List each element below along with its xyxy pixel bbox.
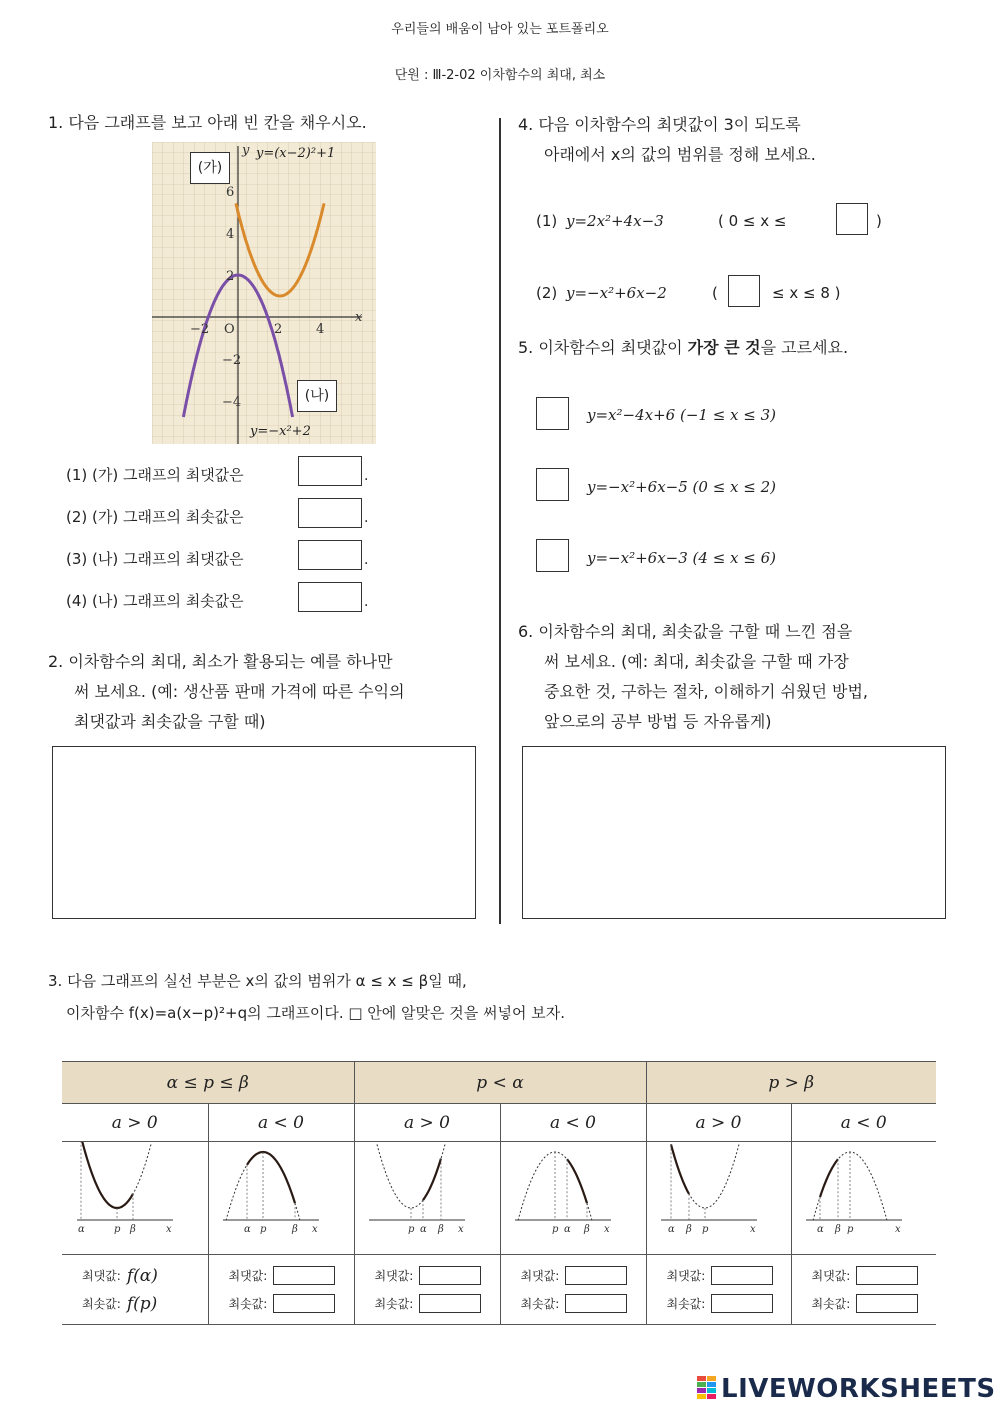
q3-example-min: f(p) [126, 1293, 158, 1314]
q3-max-input-5[interactable] [711, 1266, 773, 1285]
mini-axis-label: β [834, 1224, 841, 1235]
q3-graph-cell-6 [791, 1142, 936, 1255]
mini-axis-label: β [129, 1224, 136, 1235]
logo-icon [697, 1376, 717, 1400]
q2-line-3: 최댓값과 최솟값을 구할 때) [74, 712, 266, 731]
label-ga: (가) [190, 152, 230, 184]
q3-answer-cell-3: 최댓값: 최솟값: [354, 1255, 500, 1325]
mini-axis-label: x [604, 1224, 610, 1235]
q3-sign-3: a > 0 [354, 1104, 500, 1142]
mini-axis-label: x [458, 1224, 464, 1235]
worksheet-title: 우리들의 배움이 남아 있는 포트폴리오 [391, 22, 609, 37]
mini-axis-label: p [552, 1224, 559, 1235]
q1-graph [152, 142, 376, 444]
mini-axis-label: x [312, 1224, 318, 1235]
q2-line-2: 써 보세요. (예: 생산품 판매 가격에 따른 수익의 [74, 682, 405, 701]
mini-axis-label: p [113, 1224, 121, 1235]
mini-axis-label: p [846, 1224, 854, 1235]
y-tick-label: 6 [226, 185, 235, 200]
q1-answer-1[interactable] [298, 456, 362, 486]
mini-axis-label: α [667, 1224, 675, 1235]
q6-line-3: 중요한 것, 구하는 절차, 이해하기 쉬웠던 방법, [544, 682, 868, 701]
q6-answer-area[interactable] [522, 746, 946, 919]
mini-axis-label: p [701, 1224, 708, 1235]
q5-bold: 가장 큰 것 [687, 338, 761, 357]
q4-item2-open: ( [712, 284, 718, 302]
q3-answer-cell-6: 최댓값: 최솟값: [791, 1255, 936, 1325]
q1-prompt: 1. 다음 그래프를 보고 아래 빈 칸을 채우시오. [48, 113, 367, 132]
q3-mini-graph-3 [357, 1142, 497, 1250]
q4-item2-label: (2) [536, 284, 558, 302]
q5-option-2: y=−x²+6x−5 (0 ≤ x ≤ 2) [587, 478, 776, 496]
q4-item1-label: (1) [536, 212, 558, 230]
q3-graph-cell-2 [208, 1142, 354, 1255]
q2-line-1: 2. 이차함수의 최대, 최소가 활용되는 예를 하나만 [48, 652, 393, 671]
liveworksheets-logo [697, 1374, 996, 1404]
q1-answer-2[interactable] [298, 498, 362, 528]
mini-axis-label: x [749, 1224, 756, 1235]
q3-answer-cell-1: 최댓값: f(α) 최솟값: f(p) [62, 1255, 208, 1325]
q3-sign-2: a < 0 [208, 1104, 354, 1142]
q1-item-3: (3) (나) 그래프의 최댓값은 [66, 550, 244, 568]
q3-sign-5: a > 0 [646, 1104, 791, 1142]
q3-answer-cell-4: 최댓값: 최솟값: [500, 1255, 646, 1325]
y-axis-label: y [242, 143, 250, 158]
y-tick-label: 4 [226, 227, 235, 242]
y-tick-label: −4 [222, 395, 242, 410]
q1-answer-4[interactable] [298, 582, 362, 612]
q4-item2-range: ≤ x ≤ 8 ) [772, 284, 841, 302]
q3-example-max: f(α) [126, 1265, 158, 1286]
q3-mini-graph-2 [211, 1142, 351, 1250]
q5-option-1: y=x²−4x+6 (−1 ≤ x ≤ 3) [587, 406, 776, 424]
q4-item1-range: ( 0 ≤ x ≤ [718, 212, 787, 230]
mini-axis-label: β [438, 1224, 444, 1235]
unit-label: 단원 : Ⅲ-2-02 이차함수의 최대, 최소 [394, 68, 606, 83]
q3-answer-cell-2: 최댓값: 최솟값: [208, 1255, 354, 1325]
y-tick-label: 2 [226, 269, 235, 284]
mini-axis-label: α [77, 1224, 85, 1235]
mini-axis-label: β [584, 1224, 590, 1235]
q1-item-4: (4) (나) 그래프의 최솟값은 [66, 592, 244, 610]
mini-axis-label: α [564, 1224, 571, 1235]
q1-answer-3[interactable] [298, 540, 362, 570]
q5-option-3: y=−x²+6x−3 (4 ≤ x ≤ 6) [587, 549, 776, 567]
column-divider [499, 118, 501, 924]
q3-min-input-6[interactable] [856, 1294, 918, 1313]
q4-item1-eq: y=2x²+4x−3 [566, 212, 664, 230]
q3-max-input-6[interactable] [856, 1266, 918, 1285]
mini-axis-label: p [408, 1224, 415, 1235]
q5-prompt [518, 333, 848, 363]
q3-mini-graph-1 [65, 1142, 205, 1250]
q3-min-input-5[interactable] [711, 1294, 773, 1313]
q3-min-input-2[interactable] [273, 1294, 335, 1313]
x-tick-label: −2 [190, 322, 210, 337]
label-na: (나) [297, 380, 337, 412]
q3-mini-graph-4 [503, 1142, 643, 1250]
q3-mini-graph-6 [794, 1142, 934, 1250]
q3-sign-4: a < 0 [500, 1104, 646, 1142]
q6-line-4: 앞으로의 공부 방법 등 자유롭게) [544, 712, 772, 731]
q4-answer-1[interactable] [836, 203, 868, 235]
q3-header-1: α ≤ p ≤ β [62, 1062, 354, 1104]
x-axis-label: x [355, 310, 363, 325]
eq-na: y=−x²+2 [250, 424, 311, 439]
mini-axis-label: α [816, 1224, 824, 1235]
q4-line-1: 4. 다음 이차함수의 최댓값이 3이 되도록 [518, 115, 801, 134]
q5-checkbox-1[interactable] [536, 397, 569, 430]
origin-label: O [224, 322, 235, 337]
q5-checkbox-2[interactable] [536, 468, 569, 501]
mini-axis-label: β [685, 1224, 692, 1235]
mini-axis-label: β [292, 1224, 298, 1235]
x-tick-label: 2 [274, 322, 283, 337]
q3-min-input-3[interactable] [419, 1294, 481, 1313]
q3-max-input-3[interactable] [419, 1266, 481, 1285]
x-tick-label: 4 [316, 322, 325, 337]
q3-line-2: 이차함수 f(x)=a(x−p)²+q의 그래프이다. □ 안에 알맞은 것을 써넣어 보자. [66, 1004, 566, 1022]
q3-graph-cell-5 [646, 1142, 791, 1255]
q1-item-1: (1) (가) 그래프의 최댓값은 [66, 466, 244, 484]
q3-table [62, 1061, 936, 1325]
mini-axis-label: α [420, 1224, 427, 1235]
q4-item2-eq: y=−x²+6x−2 [566, 284, 667, 302]
q5-checkbox-3[interactable] [536, 539, 569, 572]
q3-graph-cell-3 [354, 1142, 500, 1255]
q1-item-2: (2) (가) 그래프의 최솟값은 [66, 508, 244, 526]
q2-answer-area[interactable] [52, 746, 476, 919]
q4-answer-2[interactable] [728, 275, 760, 307]
y-tick-label: −2 [222, 353, 242, 368]
logo-text: LIVEWORKSHEETS [721, 1374, 996, 1404]
q3-header-3: p > β [646, 1062, 936, 1104]
mini-axis-label: α [244, 1224, 251, 1235]
eq-ga: y=(x−2)²+1 [256, 146, 336, 161]
q3-max-input-2[interactable] [273, 1266, 335, 1285]
q3-graph-cell-1 [62, 1142, 208, 1255]
q3-header-2: p < α [354, 1062, 646, 1104]
q6-line-1: 6. 이차함수의 최대, 최솟값을 구할 때 느낀 점을 [518, 622, 853, 641]
q3-max-input-4[interactable] [565, 1266, 627, 1285]
q3-line-1: 3. 다음 그래프의 실선 부분은 x의 값의 범위가 α ≤ x ≤ β일 때, [48, 972, 467, 990]
q3-sign-1: a > 0 [62, 1104, 208, 1142]
q3-graph-cell-4 [500, 1142, 646, 1255]
q3-mini-graph-5 [649, 1142, 789, 1250]
q5-prefix: 5. 이차함수의 최댓값이 [518, 338, 683, 357]
mini-axis-label: p [260, 1224, 267, 1235]
q5-suffix: 을 고르세요. [760, 338, 849, 357]
q4-line-2: 아래에서 x의 값의 범위를 정해 보세요. [544, 145, 816, 164]
q4-item1-close: ) [876, 212, 882, 230]
q3-sign-6: a < 0 [791, 1104, 936, 1142]
q3-answer-cell-5: 최댓값: 최솟값: [646, 1255, 791, 1325]
mini-axis-label: x [894, 1224, 901, 1235]
q1-graph-svg [152, 142, 376, 444]
q6-line-2: 써 보세요. (예: 최대, 최솟값을 구할 때 가장 [544, 652, 849, 671]
mini-axis-label: x [165, 1224, 172, 1235]
q3-min-input-4[interactable] [565, 1294, 627, 1313]
